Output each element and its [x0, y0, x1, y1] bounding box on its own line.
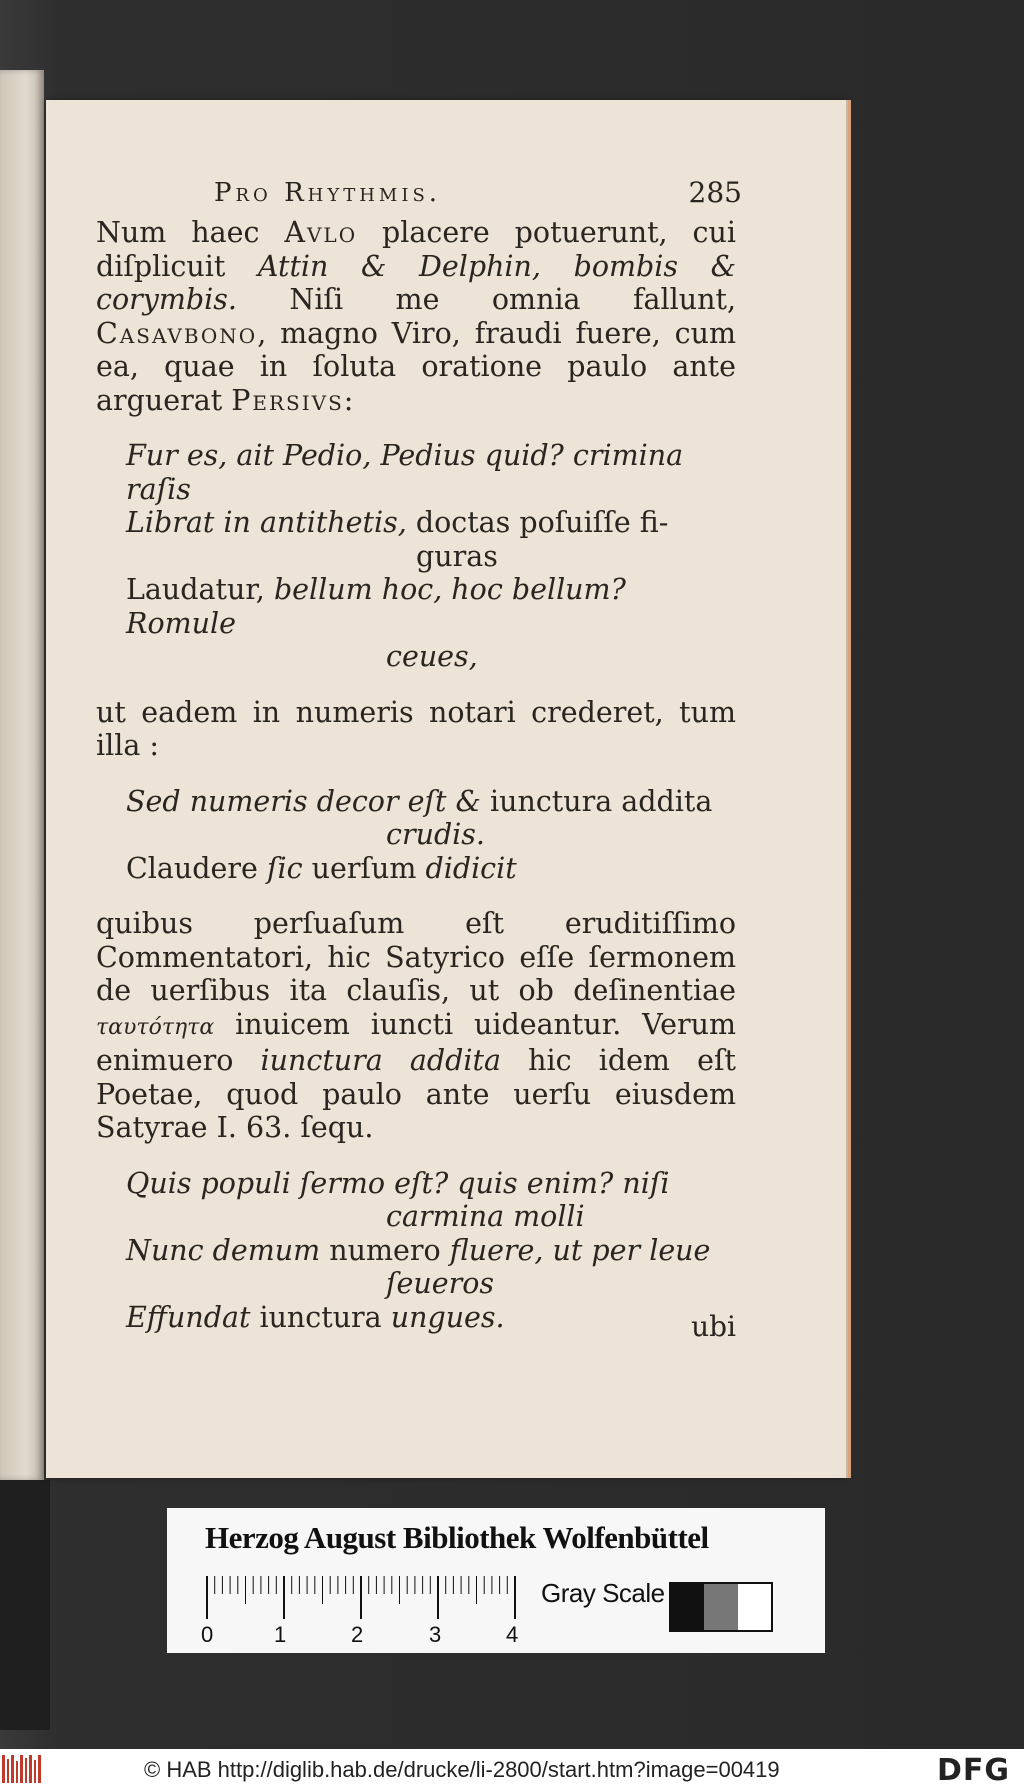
gray-swatch-light: [738, 1584, 771, 1630]
text-run: iunctura addita: [260, 1044, 501, 1077]
text-run: doctas poſuiſſe fi-: [406, 506, 669, 539]
text-run: uerſum: [302, 851, 426, 885]
text-run: Casavbono: [96, 316, 258, 350]
text-run: hic idem eſt Poetae, quod paulo ante uerſu eiusdem Satyrae I. 63. ſequ.: [96, 1044, 736, 1144]
library-label: [167, 1508, 825, 1653]
hab-logo-icon: [2, 1755, 44, 1783]
text-run: Laudatur,: [126, 573, 274, 606]
text-run: Sed numeris decor eſt &: [126, 784, 490, 818]
verse-line: [126, 573, 736, 640]
text-run: Fur es, ait Pedio, Pedius quid? crimina raſis: [126, 439, 684, 506]
text-run: Num haec: [96, 216, 285, 249]
scale-ruler: [205, 1574, 525, 1619]
text-run: bellum hoc, hoc bellum? Romule: [126, 573, 626, 640]
text-run: molli: [504, 1200, 585, 1233]
gray-scale-swatches: [669, 1582, 773, 1632]
text-run: Effundat: [126, 1300, 251, 1334]
running-head: [96, 172, 742, 216]
text-run: ungues.: [390, 1300, 505, 1334]
gray-swatch-mid: [704, 1584, 737, 1630]
catchword: ubi: [691, 1310, 736, 1343]
book-page: [46, 100, 846, 1478]
dfg-logo: DFG: [936, 1753, 1010, 1788]
text-run: Quis populi ſermo eſt? quis enim? niſi: [126, 1166, 670, 1200]
page-number: 285: [688, 176, 742, 209]
ruler-number: 4: [506, 1622, 519, 1647]
text-run: Avlo: [284, 216, 358, 249]
ruler-ticks: [205, 1574, 525, 1619]
running-title: Pro Rhythmis.: [214, 178, 442, 208]
text-run: Claudere: [126, 851, 267, 885]
library-name: Herzog August Bibliothek Wolfenbüttel: [205, 1520, 709, 1555]
text-run: iunctura addita: [490, 784, 713, 818]
previous-page-edge: [0, 70, 44, 1480]
ruler-number: 0: [201, 1622, 214, 1647]
text-run: iunctura: [250, 1300, 391, 1334]
ruler-number: 1: [274, 1622, 287, 1647]
binding-shadow: [0, 1480, 50, 1730]
ruler-number: 3: [429, 1622, 442, 1647]
verse-line: [126, 785, 736, 819]
verse-line: [126, 640, 736, 674]
text-run: quibus perſuaſum eſt eruditiſſimo Commentatori, hic Satyrico eſſe ſermonem de uerſibus ita clauſis, ut ob deſinentiae: [96, 907, 736, 1007]
verse-line: [126, 1234, 736, 1268]
verse-line: [126, 1301, 736, 1335]
verse-line: [126, 439, 736, 506]
text-run: placere potuerunt, cui diſplicuit: [96, 216, 736, 283]
gray-scale-label: Gray Scale: [541, 1578, 665, 1608]
text-run: inuicem iuncti uideantur. Verum enimuero: [96, 1007, 736, 1077]
text-run: didicit: [425, 851, 517, 885]
text-run: , magno Viro, fraudi fuere, cum ea, quae in ſoluta oratione paulo ante arguerat: [96, 316, 736, 417]
text-run: Nunc demum: [126, 1233, 321, 1267]
text-run: ut eadem in numeris notari crederet, tum illa :: [96, 695, 736, 762]
verse-line: [126, 852, 736, 886]
text-run: crudis.: [386, 818, 485, 851]
paragraph-1: [96, 216, 736, 417]
text-run: ſeueros: [386, 1267, 495, 1300]
gray-swatch-dark: [671, 1584, 704, 1630]
verse-quotation-2: [126, 785, 736, 886]
text-run: ταυτότητα: [96, 1014, 215, 1040]
verse-line: [126, 1167, 736, 1201]
verse-line: [126, 540, 736, 574]
text-run: carmina: [386, 1200, 505, 1233]
verse-quotation-1: [126, 439, 736, 674]
text-run: fluere, ut per leue: [449, 1233, 711, 1267]
text-run: numero: [320, 1233, 450, 1267]
verse-line: [126, 818, 736, 852]
text-run: guras: [416, 539, 498, 573]
ruler-number: 2: [351, 1622, 364, 1647]
text-run: Persivs:: [231, 383, 356, 417]
text-run: Attin & Delphin, bombis & corymbis.: [96, 249, 736, 316]
footer-bar: [0, 1749, 1024, 1789]
paragraph-2: [96, 696, 736, 763]
verse-quotation-3: [126, 1167, 736, 1335]
paragraph-3: [96, 907, 736, 1145]
verse-line: [126, 506, 736, 540]
text-run: ſic: [266, 851, 303, 885]
verse-line: [126, 1200, 736, 1234]
verse-line: [126, 1267, 736, 1301]
text-run: ceues,: [386, 640, 478, 673]
text-run: Librat in antithetis,: [126, 506, 407, 539]
copyright-link[interactable]: © HAB http://diglib.hab.de/drucke/li-2800/start.htm?image=00419: [144, 1757, 780, 1782]
page-text-block: [96, 172, 742, 1356]
text-run: Niſi me omnia fallunt,: [236, 283, 736, 316]
